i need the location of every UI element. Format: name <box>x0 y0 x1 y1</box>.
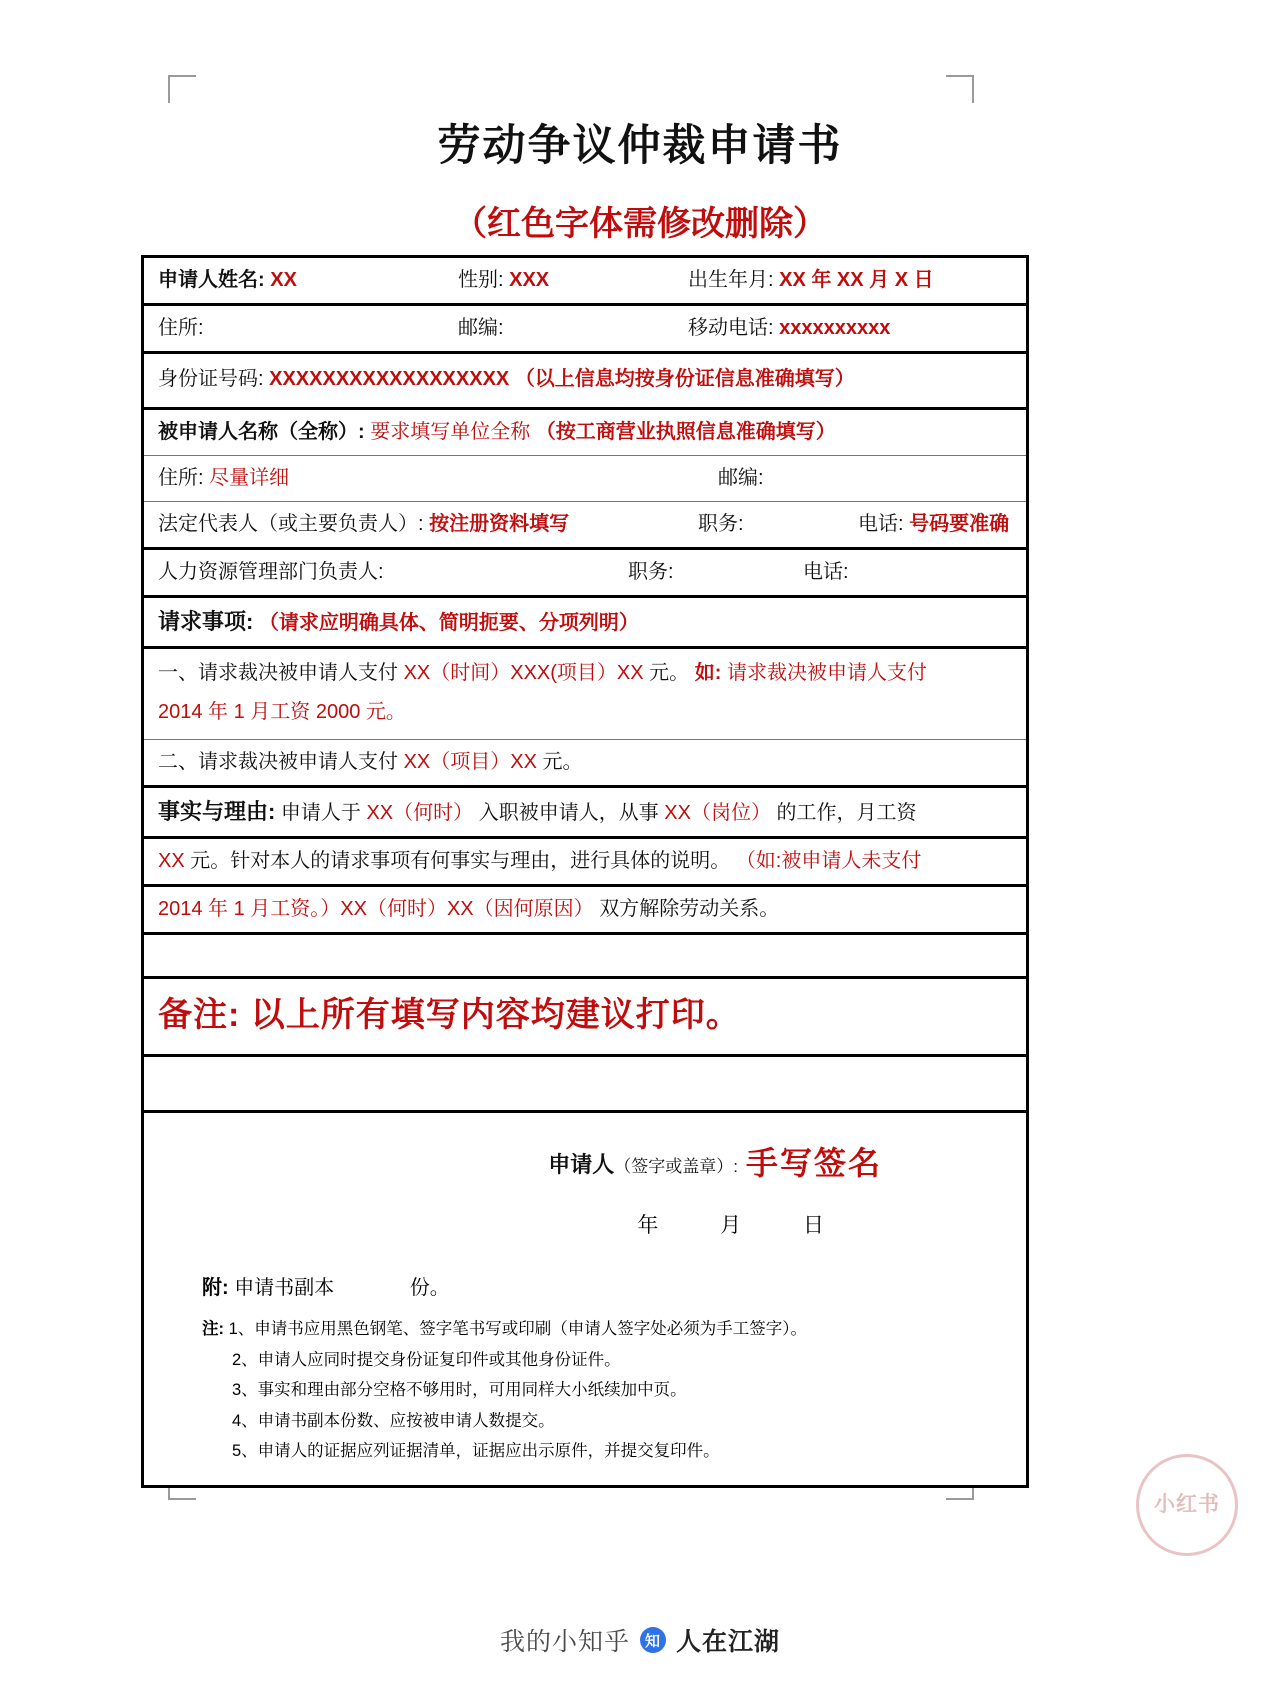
bottom-watermark <box>0 1622 1280 1658</box>
notes-item-2: 2、申请人应同时提交身份证复印件或其他身份证件。 <box>232 1350 621 1369</box>
birth-date-value: XX 年 XX 月 X 日 <box>779 269 934 291</box>
table-row-request-item-1 <box>144 649 1026 740</box>
facts-label: 事实与理由: <box>158 799 276 825</box>
table-row-legal-representative <box>144 502 1026 550</box>
attachment-unit: 份。 <box>409 1277 450 1300</box>
table-row-applicant <box>144 258 1026 306</box>
facts-line1-b: 入职被申请人，从事 <box>478 802 659 825</box>
table-row-facts-line-2 <box>144 839 1026 887</box>
request-1-prefix: 一、请求裁决被申请人支付 <box>158 662 398 685</box>
mobile-phone-value: xxxxxxxxxx <box>779 317 891 339</box>
request-1-placeholder: XX（时间）XXX(项目）XX <box>403 662 644 685</box>
xiaohongshu-watermark: 小红书 <box>1136 1454 1238 1556</box>
applicant-postcode-label: 邮编: <box>458 317 504 339</box>
attachment-text: 申请书副本 <box>234 1277 335 1300</box>
applicant-signature-label: 申请人 <box>548 1151 615 1177</box>
respondent-postcode-label: 邮编: <box>718 467 764 489</box>
facts-line3-a: 双方解除劳动关系。 <box>599 898 780 921</box>
signature-date-line <box>158 1210 1012 1243</box>
table-row-signature-block <box>144 1113 1026 1485</box>
crop-mark-top-right-icon <box>946 75 974 103</box>
request-1-example-label: 如: <box>694 662 722 685</box>
notes-item-4-line <box>202 1406 1012 1437</box>
table-row-respondent-name <box>144 410 1026 456</box>
notes-item-4: 4、申请书副本份数、应按被申请人数提交。 <box>232 1411 555 1430</box>
applicant-name-value: XX <box>270 269 297 291</box>
facts-line1-a: 申请人于 <box>280 802 361 825</box>
legal-rep-phone-value: 号码要准确 <box>909 513 1010 535</box>
facts-line1-placeholder-position: XX（岗位） <box>664 802 771 825</box>
legal-rep-value: 按注册资料填写 <box>429 513 570 535</box>
request-1-example-line2: 2014 年 1 月工资 2000 元。 <box>158 701 406 724</box>
legal-rep-phone-label: 电话: <box>858 513 904 535</box>
table-row-requests-header <box>144 598 1026 649</box>
notes-list <box>202 1314 1012 1467</box>
notes-item-5: 5、申请人的证据应列证据清单，证据应出示原件，并提交复印件。 <box>232 1442 720 1461</box>
hr-post-label: 职务: <box>628 561 674 583</box>
facts-line1-c: 的工作，月工资 <box>776 802 917 825</box>
table-row-request-item-2 <box>144 740 1026 788</box>
facts-line1-placeholder-when: XX（何时） <box>366 802 474 825</box>
request-1-example-text: 请求裁决被申请人支付 <box>726 662 927 685</box>
bottom-watermark-prefix: 我的小知乎 <box>499 1628 630 1656</box>
page-subtitle: （红色字体需修改删除） <box>453 205 827 243</box>
table-row-spacer-1 <box>144 935 1026 979</box>
respondent-address-label: 住所: <box>158 467 204 489</box>
date-day-label: 日 <box>803 1214 825 1238</box>
id-number-label: 身份证号码: <box>158 368 264 390</box>
notes-item-1: 1、申请书应用黑色钢笔、签字笔书写或印刷（申请人签字处必须为手工签字）。 <box>228 1320 808 1339</box>
gender-value: XXX <box>509 269 550 291</box>
applicant-signature-paren: （签字或盖章）: <box>614 1156 738 1176</box>
facts-line2-placeholder-salary: XX <box>158 850 185 873</box>
applicant-name-label: 申请人姓名: <box>158 269 265 291</box>
applicant-address-label: 住所: <box>158 317 204 339</box>
table-row-respondent-address <box>144 456 1026 502</box>
notes-item-3: 3、事实和理由部分空格不够用时，可用同样大小纸续加中页。 <box>232 1381 687 1400</box>
id-number-value: XXXXXXXXXXXXXXXXXX <box>269 368 510 390</box>
notes-label: 注: <box>202 1320 224 1339</box>
signature-line <box>158 1139 1012 1189</box>
facts-line2-a: 元。针对本人的请求事项有何事实与理由，进行具体的说明。 <box>190 850 731 873</box>
table-row-id-number <box>144 354 1026 410</box>
respondent-address-value: 尽量详细 <box>209 467 290 489</box>
request-1-unit: 元。 <box>649 662 690 685</box>
notes-item-1-line <box>202 1314 1012 1345</box>
gender-label: 性别: <box>458 269 504 291</box>
id-number-note: （以上信息均按身份证信息准确填写） <box>514 368 855 390</box>
hr-phone-label: 电话: <box>803 561 849 583</box>
attachment-line <box>202 1273 1012 1304</box>
request-2-placeholder: XX（项目）XX <box>403 751 537 774</box>
notes-item-5-line <box>202 1436 1012 1467</box>
page-title: 劳动争议仲裁申请书 <box>437 122 843 170</box>
zhihu-logo-icon: 知 <box>640 1627 666 1653</box>
date-month-label: 月 <box>720 1214 743 1238</box>
facts-line2-example-open: （如:被申请人未支付 <box>735 850 922 873</box>
birth-date-label: 出生年月: <box>688 269 774 291</box>
notes-item-3-line <box>202 1375 1012 1406</box>
handwritten-signature-note: 手写签名 <box>745 1144 882 1181</box>
attachment-label: 附: <box>202 1277 229 1300</box>
table-row-facts-line-3 <box>144 887 1026 935</box>
table-row-spacer-2 <box>144 1057 1026 1113</box>
legal-rep-post-label: 职务: <box>698 513 744 535</box>
date-year-label: 年 <box>637 1214 660 1238</box>
application-form-table <box>141 255 1029 1488</box>
request-2-suffix: 元。 <box>542 751 583 774</box>
table-row-hr-manager <box>144 550 1026 598</box>
respondent-name-label: 被申请人名称（全称）: <box>158 421 365 443</box>
table-row-remark: 备注: 以上所有填写内容均建议打印。 <box>144 979 1026 1057</box>
legal-rep-label: 法定代表人（或主要负责人）: <box>158 513 424 535</box>
facts-line3-example-close: 2014 年 1 月工资。）XX（何时）XX（因何原因） <box>158 898 594 921</box>
respondent-name-note: （按工商营业执照信息准确填写） <box>535 421 836 443</box>
table-row-applicant-address <box>144 306 1026 354</box>
request-2-prefix: 二、请求裁决被申请人支付 <box>158 751 398 774</box>
crop-mark-top-left-icon <box>168 75 196 103</box>
bottom-watermark-name: 人在江湖 <box>676 1628 781 1656</box>
requests-note: （请求应明确具体、简明扼要、分项列明） <box>258 612 639 634</box>
notes-item-2-line <box>202 1345 1012 1376</box>
hr-manager-label: 人力资源管理部门负责人: <box>158 561 384 583</box>
requests-label: 请求事项: <box>158 609 254 634</box>
table-row-facts-line-1 <box>144 788 1026 839</box>
mobile-phone-label: 移动电话: <box>688 317 774 339</box>
respondent-name-value: 要求填写单位全称 <box>370 421 531 443</box>
